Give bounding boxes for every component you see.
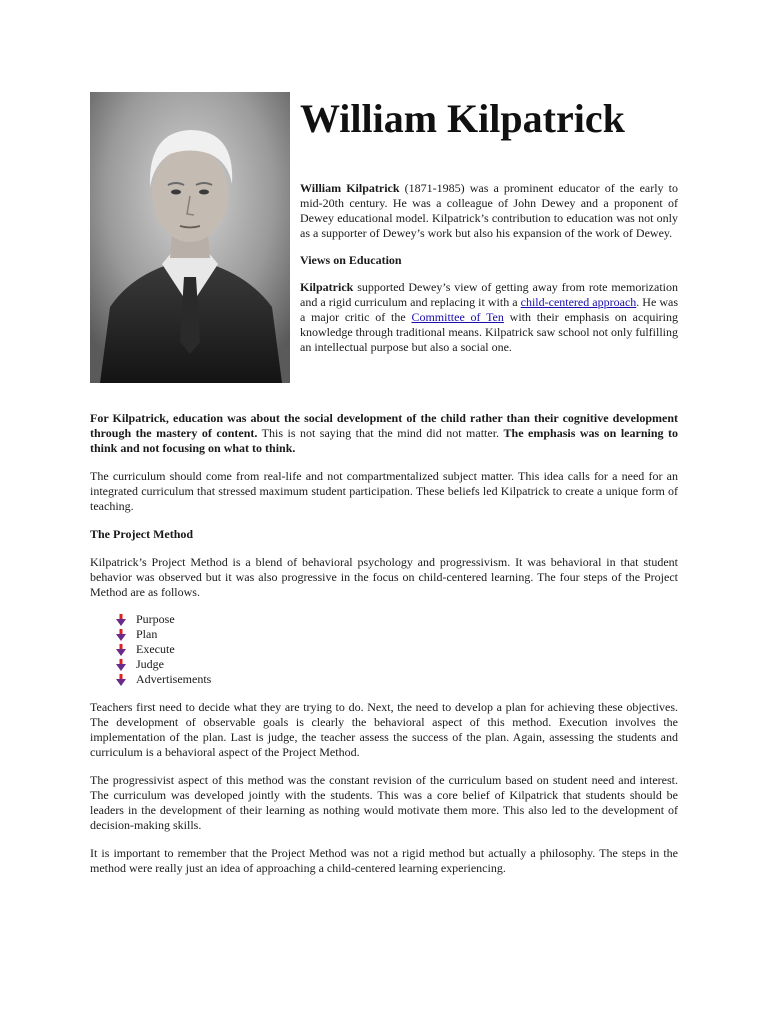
subject-name-short: Kilpatrick: [300, 280, 354, 294]
steps-list: [90, 612, 678, 687]
views-heading: Views on Education: [300, 253, 402, 267]
education-paragraph: [90, 411, 678, 456]
views-text-3: with their emphasis on acquiring knowledge through traditional means. Kilpatrick saw school not only fulfilling an intellectual purpose but also a social one.: [300, 310, 678, 354]
progressivist-paragraph: The progressivist aspect of this method was the constant revision of the curriculum based on student need and interest. The curriculum was developed jointly with the students. This was a core belief of Kilpatrick that students should be leaders in the development of their learning as nothing would motivate them more. This also led to the development of decision-making skills.: [90, 773, 678, 832]
views-paragraph: [300, 280, 678, 355]
step-label: Purpose: [136, 612, 175, 626]
down-arrow-bullet-icon: [116, 614, 126, 626]
list-item: [116, 642, 678, 657]
list-item: [116, 612, 678, 627]
link-committee-of-ten[interactable]: Committee of Ten: [411, 310, 504, 324]
steps-explanation-paragraph: Teachers first need to decide what they are trying to do. Next, the need to develop a plan for achieving these objectives. The development of observable goals is clearly the behavioral aspect of this method. Execution involves the implementation of the plan. Last is judge, the teacher assess the success of the plan. Again, assessing the students and curriculum is a behavioral aspect of the Project Method.: [90, 700, 678, 759]
curriculum-paragraph: The curriculum should come from real-life and not compartmentalized subject matter. This idea calls for a need for an integrated curriculum that stressed maximum student participation. These beliefs led Kilpatrick to create a unique form of teaching.: [90, 469, 678, 513]
down-arrow-bullet-icon: [116, 659, 126, 671]
portrait-photo: [90, 92, 290, 383]
list-item: [116, 672, 678, 687]
portrait-illustration: [90, 92, 290, 383]
project-method-paragraph: Kilpatrick’s Project Method is a blend of behavioral psychology and progressivism. It was behavioral in that student behavior was observed but it was also progressive in the focus on child-centered learning. The four steps of the Project Method are as follows.: [90, 555, 678, 599]
page-title: William Kilpatrick: [300, 96, 625, 141]
down-arrow-bullet-icon: [116, 644, 126, 656]
step-label: Plan: [136, 627, 158, 641]
down-arrow-bullet-icon: [116, 674, 126, 686]
project-method-heading: The Project Method: [90, 527, 194, 541]
education-text: This is not saying that the mind did not matter.: [257, 426, 504, 440]
down-arrow-bullet-icon: [116, 629, 126, 641]
list-item: [116, 657, 678, 672]
step-label: Advertisements: [136, 672, 212, 686]
subject-name: William Kilpatrick: [300, 181, 400, 195]
step-label: Execute: [136, 642, 175, 656]
views-text-2: . He was a major critic of the: [300, 295, 678, 324]
views-text-1: supported Dewey’s view of getting away from rote memorization and a rigid curriculum and replacing it with a: [300, 280, 678, 309]
intro-section: [300, 181, 678, 355]
philosophy-paragraph: It is important to remember that the Project Method was not a rigid method but actually a philosophy. The steps in the method were really just an idea of approaching a child-centered learning experiencing.: [90, 846, 678, 875]
intro-text: (1871-1985) was a prominent educator of the early to mid-20th century. He was a colleague of John Dewey and a proponent of Dewey educational model. Kilpatrick’s contribution to education was not only as a supporter of Dewey’s work but also his expansion of the work of Dewey.: [300, 181, 678, 240]
body-section: [90, 411, 678, 876]
step-label: Judge: [136, 657, 164, 671]
list-item: [116, 627, 678, 642]
education-emphasis-2: The emphasis was on learning to think and not focusing on what to think.: [90, 426, 678, 455]
intro-paragraph: [300, 181, 678, 241]
education-emphasis-1: For Kilpatrick, education was about the social development of the child rather than their cognitive development through the mastery of content.: [90, 411, 678, 440]
link-child-centered-approach[interactable]: child-centered approach: [520, 295, 637, 309]
